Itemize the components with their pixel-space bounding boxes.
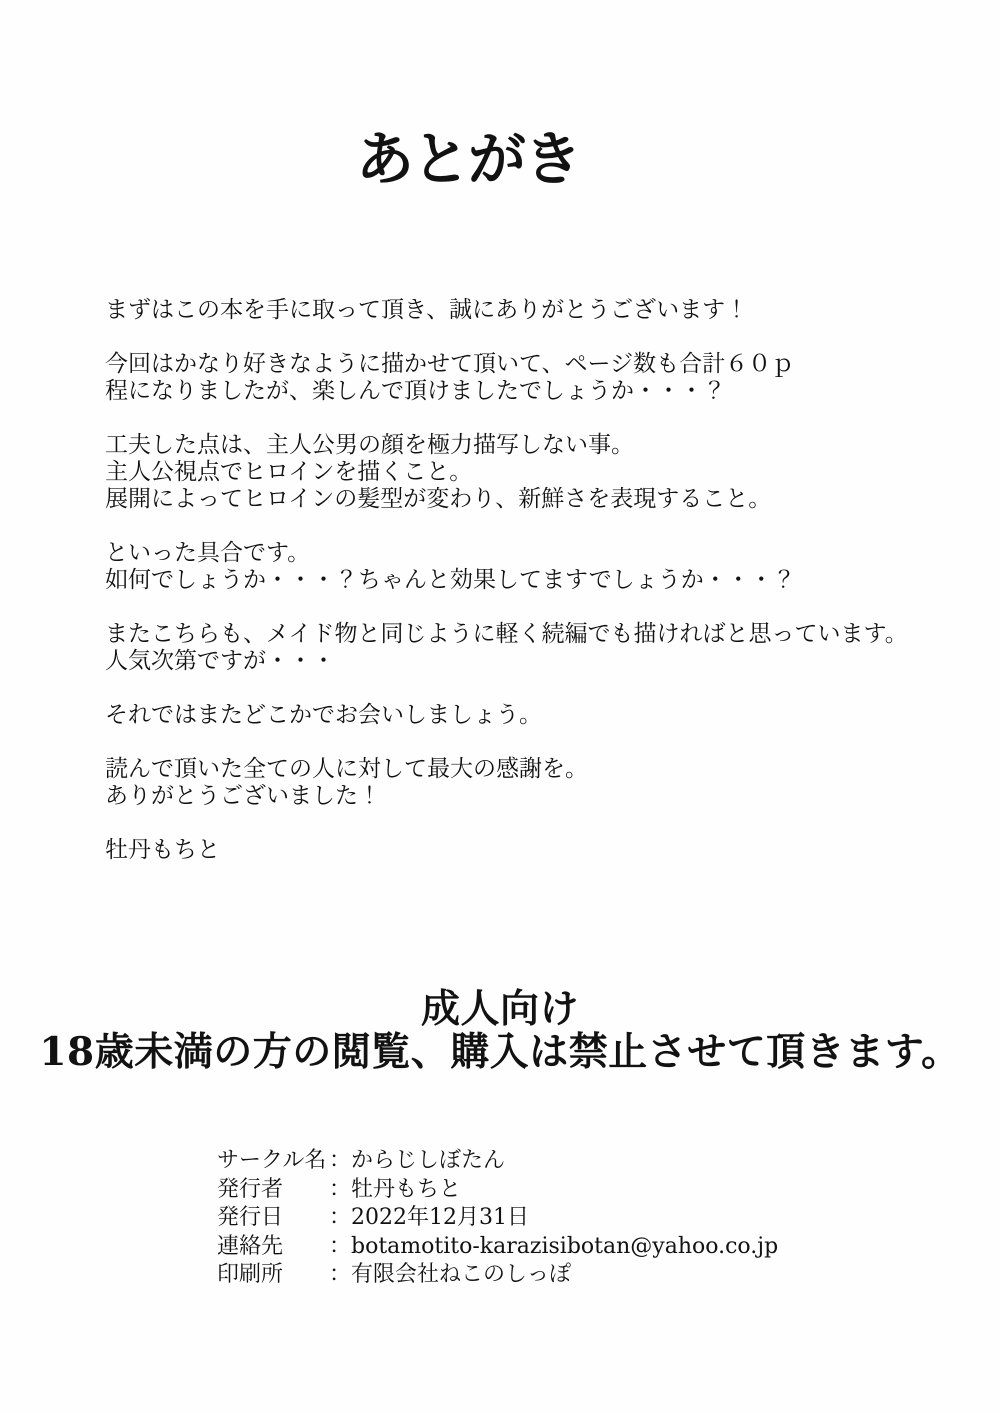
text-line: 読んで頂いた全ての人に対して最大の感謝を。 <box>105 756 588 782</box>
colophon-row-printer <box>217 1261 778 1290</box>
colophon-value: からじしぼたん <box>351 1148 506 1173</box>
colophon-value: 牡丹もちと <box>351 1176 462 1202</box>
paragraph <box>105 432 935 513</box>
text-line: 程になりましたが、楽しんで頂けましたでしょうか・・・？ <box>105 378 726 404</box>
text-line: といった具合です。 <box>105 540 311 566</box>
paragraph <box>105 540 935 594</box>
text-line: 工夫した点は、主人公男の顔を極力描写しない事。 <box>105 432 634 458</box>
text-line: 人気次第ですが・・・ <box>105 648 335 674</box>
paragraph <box>105 351 935 405</box>
paragraph <box>105 621 935 675</box>
adult-notice <box>0 988 1000 1074</box>
adult-notice-heading: 成人向け <box>420 986 579 1032</box>
text-line: 展開によってヒロインの髪型が変わり、新鮮さを表現すること。 <box>105 486 772 512</box>
colophon-separator: ： <box>329 1233 352 1259</box>
colophon-label: 連絡先 <box>217 1233 284 1259</box>
colophon-label: 発行者 <box>217 1176 284 1202</box>
adult-notice-text: 18歳未満の方の閲覧、購入は禁止させて頂きます。 <box>39 1029 961 1075</box>
author-signature: 牡丹もちと <box>105 837 220 863</box>
colophon <box>217 1147 778 1290</box>
text-line: 今回はかなり好きなように描かせて頂いて、ページ数も合計６０ｐ <box>105 351 795 377</box>
colophon-label: 発行日 <box>217 1205 284 1231</box>
colophon-separator: ： <box>329 1148 352 1173</box>
text-line: 如何でしょうか・・・？ちゃんと効果してますでしょうか・・・？ <box>105 567 796 593</box>
paragraph <box>105 702 935 729</box>
colophon-separator: ： <box>329 1205 352 1231</box>
colophon-value: 有限会社ねこのしっぽ <box>351 1262 572 1288</box>
colophon-row-date <box>217 1204 778 1233</box>
colophon-value: 2022年12月31日 <box>351 1205 529 1231</box>
colophon-label: 印刷所 <box>217 1262 284 1288</box>
text-line: まずはこの本を手に取って頂き、誠にありがとうございます！ <box>105 297 749 323</box>
colophon-separator: ： <box>329 1262 352 1288</box>
paragraph <box>105 297 935 324</box>
text-line: ありがとうございました！ <box>105 783 381 809</box>
colophon-row-circle <box>217 1147 778 1176</box>
colophon-row-publisher <box>217 1176 778 1205</box>
colophon-value: botamotito-karazisibotan@yahoo.co.jp <box>351 1233 779 1259</box>
colophon-label: サークル名 <box>217 1148 327 1173</box>
paragraph <box>105 756 935 810</box>
page-title: あとがき <box>355 125 580 193</box>
afterword-body <box>105 297 935 891</box>
text-line: またこちらも、メイド物と同じように軽く続編でも描ければと思っています。 <box>105 621 908 647</box>
text-line: 主人公視点でヒロインを描くこと。 <box>105 459 473 485</box>
text-line: それではまたどこかでお会いしましょう。 <box>105 702 542 728</box>
colophon-separator: ： <box>329 1176 352 1202</box>
colophon-row-contact <box>217 1233 778 1262</box>
